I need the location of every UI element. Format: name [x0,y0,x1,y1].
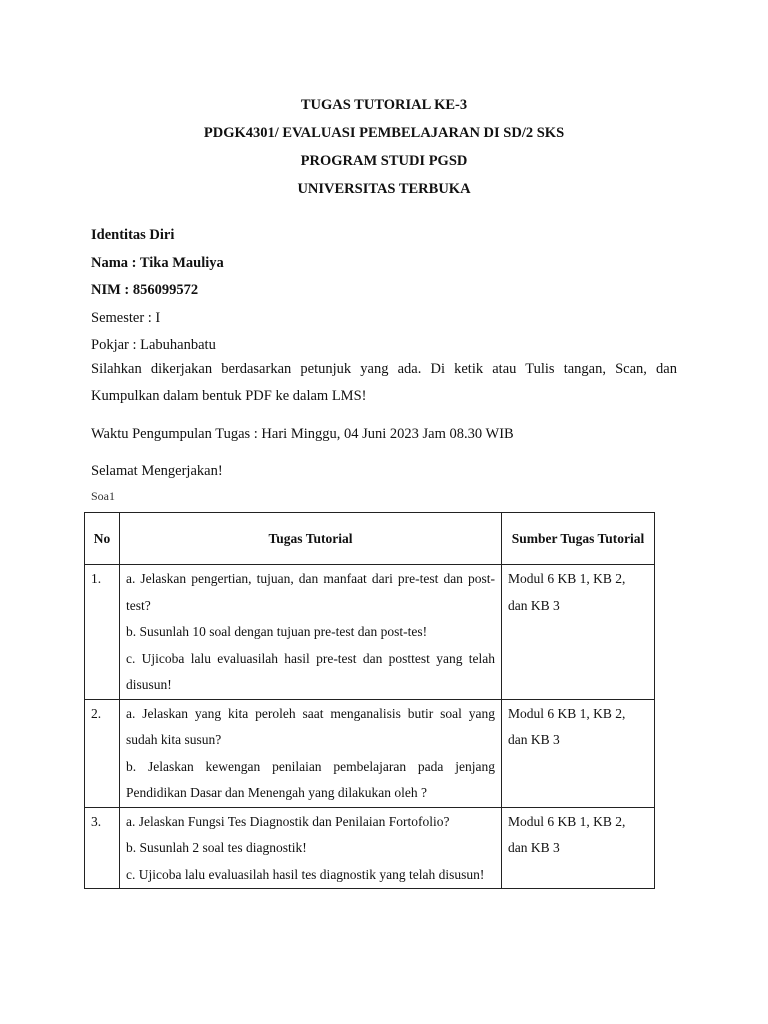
tasks-table [84,512,655,889]
table-header-row [85,513,655,565]
identity-name: Nama : Tika Mauliya [91,254,224,271]
greeting-text: Selamat Mengerjakan! [91,463,223,479]
task-item: a. Jelaskan Fungsi Tes Diagnostik dan Penilaian Fortofolio? [126,813,450,829]
row-number: 3. [85,807,120,889]
row-number: 2. [85,699,120,807]
soal-label: Soa1 [91,489,115,503]
task-item: b. Susunlah 2 soal tes diagnostik! [126,840,307,855]
row-source: Modul 6 KB 1, KB 2, dan KB 3 [502,699,655,807]
identity-heading: Identitas Diri [91,227,175,243]
title-line-1: TUGAS TUTORIAL KE-3 [300,97,468,113]
identity-pokjar: Pokjar : Labuhanbatu [91,337,216,353]
deadline-text: Waktu Pengumpulan Tugas : Hari Minggu, 04 Juni 2023 Jam 08.30 WIB [91,426,514,442]
task-item: c. Ujicoba lalu evaluasilah hasil pre-test dan posttest yang telah disusun! [126,650,495,692]
identity-section [91,222,677,360]
header-task: Tugas Tutorial [120,513,502,565]
title-line-3: PROGRAM STUDI PGSD [300,153,468,169]
identity-nim: NIM : 856099572 [91,282,199,298]
row-number: 1. [85,565,120,700]
title-line-2: PDGK4301/ EVALUASI PEMBELAJARAN DI SD/2 SKS [203,125,565,141]
task-item: b. Susunlah 10 soal dengan tujuan pre-test dan post-tes! [126,624,428,639]
table-row [85,565,655,700]
row-task [120,699,502,807]
row-source: Modul 6 KB 1, KB 2, dan KB 3 [502,807,655,889]
task-item: b. Jelaskan kewengan penilaian pembelajaran pada jenjang Pendidikan Dasar dan Menengah yang dilakukan oleh ? [126,758,495,800]
title-line-4: UNIVERSITAS TERBUKA [297,181,471,197]
identity-semester: Semester : I [91,309,161,326]
task-item: c. Ujicoba lalu evaluasilah hasil tes diagnostik yang telah disusun! [126,866,485,882]
task-item: a. Jelaskan pengertian, tujuan, dan manfaat dari pre-test dan post-test? [126,571,495,613]
document-title-block [0,91,768,203]
header-no: No [85,513,120,565]
row-source: Modul 6 KB 1, KB 2, dan KB 3 [502,565,655,700]
table-row [85,807,655,889]
row-task [120,807,502,889]
header-source: Sumber Tugas Tutorial [502,513,655,565]
task-item: a. Jelaskan yang kita peroleh saat menganalisis butir soal yang sudah kita susun? [126,705,495,747]
instructions-paragraph: Silahkan dikerjakan berdasarkan petunjuk yang ada. Di ketik atau Tulis tangan, Scan, dan Kumpulkan dalam bentuk PDF ke dalam LMS! [91,361,677,404]
table-row [85,699,655,807]
row-task [120,565,502,700]
